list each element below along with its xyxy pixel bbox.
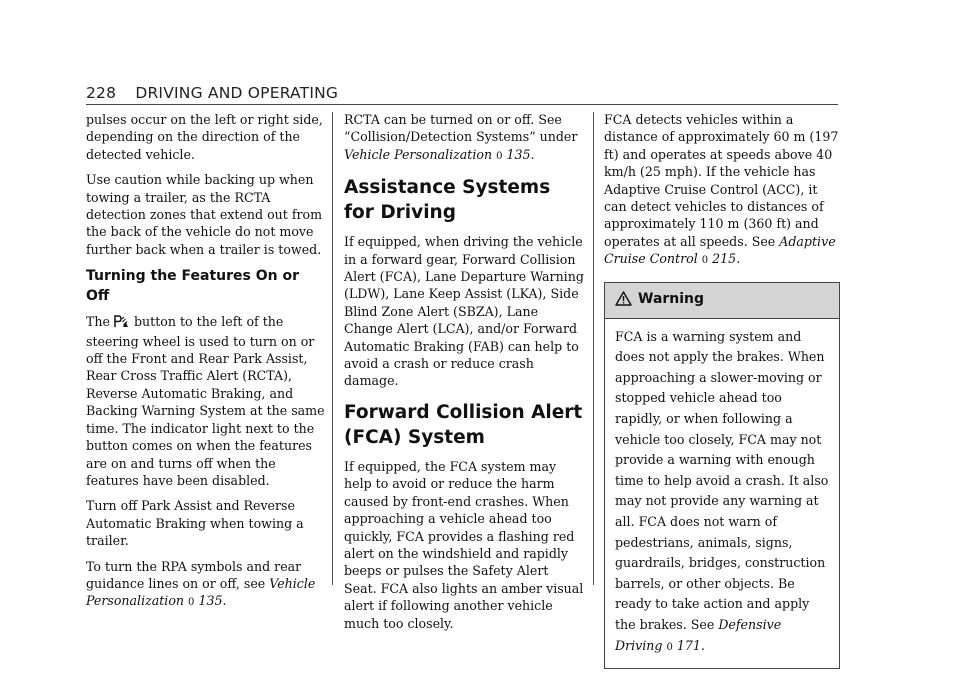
paragraph: Use caution while backing up when towing a trailer, as the RCTA detection zones that extend out from the back of the vehicle do not move further back when a trailer is towed. [86, 172, 323, 257]
cross-reference-link[interactable]: Defensive Driving 0 171 [615, 616, 782, 653]
park-assist-icon [114, 315, 128, 332]
paragraph: The button to the left of the steering wheel is used to turn on or off the Front and Rear Park Assist, Rear Cross Traffic Alert (RCTA), Reverse Automatic Braking, and Backing Warning System at the same time. The indicator light next to the button comes on when the features are on and turns off when the features have been disabled. [86, 314, 325, 488]
page-ref-arrow-icon: 0 [666, 641, 673, 653]
page-ref-arrow-icon: 0 [496, 150, 503, 162]
paragraph: pulses occur on the left or right side, depending on the direction of the detected vehicle. [86, 112, 323, 162]
paragraph: If equipped, when driving the vehicle in a forward gear, Forward Collision Alert (FCA), Lane Departure Warning (LDW), Lane Keep Assist (LKA), Side Blind Zone Alert (SBZA), Lane Change Alert (LCA), and/or Forward Automatic Braking (FAB) can help to avoid a crash or reduce crash damage. [344, 234, 584, 389]
paragraph: RCTA can be turned on or off. See “Collision/Detection Systems” under Vehicle Personalization 0 135. [344, 112, 578, 162]
heading-turning-features: Turning the Features On or Off [86, 268, 300, 305]
page-header [86, 84, 338, 102]
warning-box [604, 282, 840, 670]
header-rule [86, 104, 838, 105]
cross-reference-link[interactable]: Vehicle Personalization 0 135 [344, 146, 531, 162]
warning-title: Warning [638, 290, 705, 307]
paragraph: Turn off Park Assist and Reverse Automatic Braking when towing a trailer. [86, 498, 304, 549]
warning-body: FCA is a warning system and does not apply the brakes. When approaching a slower-moving or stopped vehicle ahead too rapidly, or when following a vehicle too closely, FCA may not provide a warning with enough time to help avoid a crash. It also may not provide any warning at all. FCA does not warn of pedestrians, animals, signs, guardrails, bridges, construction barrels, or other objects. Be ready to take action and apply the brakes. See Defensive Driving 0 171. [615, 328, 829, 653]
section-title: DRIVING AND OPERATING [135, 84, 339, 102]
cross-reference-link[interactable]: Vehicle Personalization 0 135 [86, 575, 316, 609]
heading-assistance-systems: Assistance Systems for Driving [344, 177, 551, 224]
page-ref-arrow-icon: 0 [701, 255, 709, 267]
page-number: 228 [86, 84, 117, 102]
paragraph: FCA detects vehicles within a distance of approximately 60 m (197 ft) and operates at speeds above 40 km/h (25 mph). If the vehicle has Adaptive Cruise Control (ACC), it can detect vehicles to distances of approximately 110 m (360 ft) and operates at all speeds. See Adaptive Cruise Control 0 215. [604, 112, 839, 267]
warning-header [605, 283, 839, 319]
column-divider [332, 112, 333, 585]
column-2 [344, 111, 584, 640]
heading-fca-system: Forward Collision Alert (FCA) System [344, 401, 583, 448]
page-ref-arrow-icon: 0 [188, 597, 195, 609]
column-3 [604, 111, 840, 669]
paragraph: If equipped, the FCA system may help to avoid or reduce the harm caused by front-end crashes. When approaching a vehicle ahead too quickly, FCA provides a flashing red alert on the windshield and rapidly beeps or pulses the Safety Alert Seat. FCA also lights an amber visual alert if following another vehicle much too closely. [344, 458, 584, 631]
warning-triangle-icon [615, 291, 632, 312]
cross-reference-link[interactable]: Adaptive Cruise Control 0 215 [604, 233, 836, 267]
paragraph: To turn the RPA symbols and rear guidance lines on or off, see Vehicle Personalization 0 135. [86, 558, 316, 609]
column-divider [593, 112, 594, 585]
column-1 [86, 111, 326, 620]
